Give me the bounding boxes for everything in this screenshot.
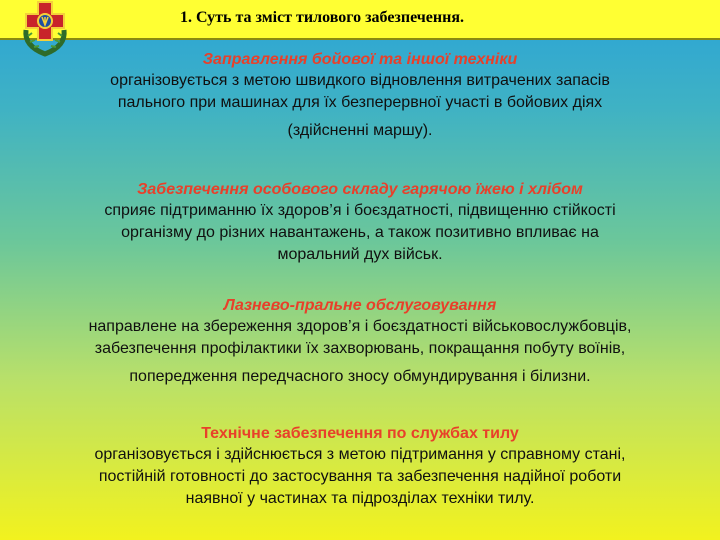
body-line: попередження передчасного зносу обмундирування і білизни. [129, 368, 591, 385]
body-line: організовується з метою швидкого відновлення витрачених запасів [110, 72, 610, 89]
section-title: Лазнево-пральне обслуговування [223, 297, 497, 314]
body-line: наявної у частинах та підрозділах техніки тилу. [185, 490, 535, 507]
section-hot-food [10, 180, 710, 266]
section-fuel-supply [10, 50, 710, 142]
body-line: постійній готовності до застосування та забезпечення надійної роботи [98, 468, 622, 485]
body-line: організму до різних навантажень, а також позитивно впливає на [121, 224, 599, 241]
section-body [10, 200, 710, 266]
body-line: моральний дух військ. [277, 246, 443, 263]
body-line: організовується і здійснюється з метою підтримання у справному стані, [94, 446, 626, 463]
section-title: Заправлення бойової та іншої техніки [202, 51, 518, 68]
section-body [10, 444, 710, 510]
section-title: Забезпечення особового складу гарячою їжею і хлібом [137, 181, 583, 198]
body-line: пального при машинах для їх безперервної участі в бойових діях [117, 94, 603, 111]
body-line: (здійсненні маршу). [287, 122, 433, 139]
section-bath-laundry [10, 296, 710, 388]
page-title: 1. Суть та зміст тилового забезпечення. [180, 9, 464, 26]
body-line: сприяє підтриманню їх здоров’я і боєздатності, підвищенню стійкості [104, 202, 616, 219]
section-body [10, 316, 710, 388]
header-bar [0, 0, 720, 40]
section-body [10, 70, 710, 142]
section-technical-support [10, 424, 710, 510]
body-line: направлене на збереження здоров’я і боєздатності військовослужбовців, [88, 318, 632, 335]
body-line: забезпечення профілактики їх захворювань, покращання побуту воїнів, [94, 340, 626, 357]
section-title: Технічне забезпечення по службах тилу [201, 425, 519, 442]
